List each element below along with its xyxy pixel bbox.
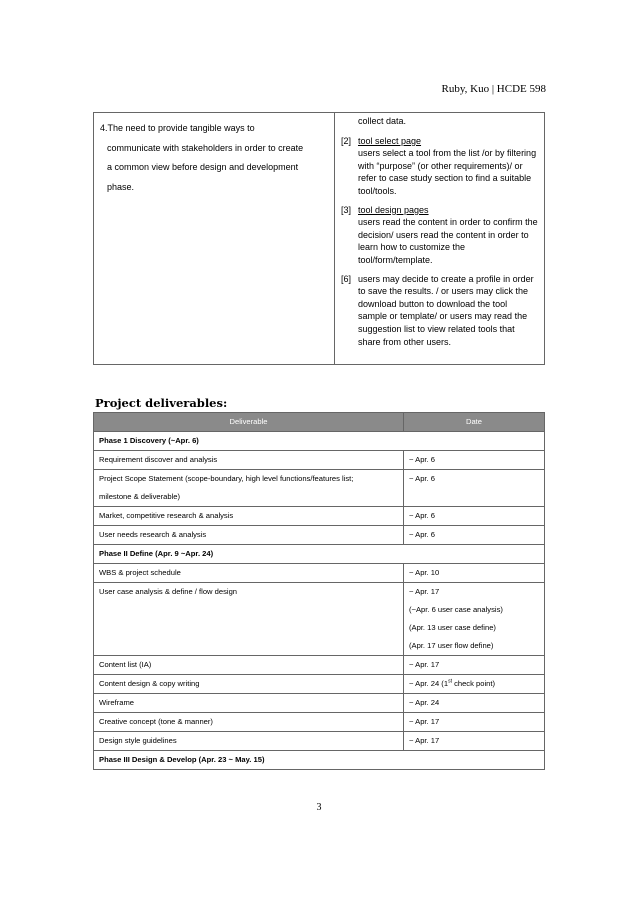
table-row: [94, 470, 545, 507]
deliverable-cell: Content list (IA): [94, 656, 404, 675]
deliverable-cell: Creative concept (tone & manner): [94, 713, 404, 732]
table-row: [94, 507, 545, 526]
scenario-tag: [3]: [341, 204, 352, 215]
scenario-text: users select a tool from the list /or by filtering with “purpose” (or other requirements)/ or refer to case study section to find a suitable tool/tools.: [358, 148, 537, 196]
scenario-item: [341, 204, 538, 267]
scenario-title: tool select page: [358, 135, 422, 146]
requirements-table: [93, 112, 545, 365]
table-row: [94, 675, 545, 694]
deliverable-cell: Wireframe: [94, 694, 404, 713]
scenario-text: users read the content in order to confirm the decision/ users read the content in order to learn how to customize the tool/form/template.: [358, 217, 538, 265]
date-line: (Apr. 13 user case define): [409, 623, 496, 632]
date-cell: ~ Apr. 6: [404, 451, 545, 470]
need-line-1: The need to provide tangible ways to: [107, 123, 255, 133]
deliverable-cell: User needs research & analysis: [94, 526, 404, 545]
page-number: 3: [316, 802, 322, 813]
scenario-cell: [335, 113, 545, 365]
date-cell: ~ Apr. 6: [404, 470, 545, 507]
scenario-tag: [6]: [341, 273, 352, 284]
phase-row: Phase III Design & Develop (Apr. 23 ~ May. 15): [94, 751, 545, 770]
date-line: ~ Apr. 17: [409, 587, 440, 596]
table-row: [94, 694, 545, 713]
date-cell: ~ Apr. 6: [404, 507, 545, 526]
phase-row: Phase II Define (Apr. 9 ~Apr. 24): [94, 545, 545, 564]
date-cell: ~ Apr. 6: [404, 526, 545, 545]
date-cell: ~ Apr. 24: [404, 694, 545, 713]
date-cell: ~ Apr. 10: [404, 564, 545, 583]
column-header-deliverable: Deliverable: [94, 413, 404, 432]
scenario-item: [341, 273, 538, 349]
column-header-date: Date: [404, 413, 545, 432]
deliverable-cell: Market, competitive research & analysis: [94, 507, 404, 526]
deliverable-cell: User case analysis & define / flow design: [94, 583, 404, 656]
date-cell: ~ Apr. 17: [404, 713, 545, 732]
deliverable-cell: Requirement discover and analysis: [94, 451, 404, 470]
date-cell: [404, 675, 545, 694]
continued-text: collect data.: [358, 116, 407, 126]
date-cell: [404, 583, 545, 656]
need-line-2: communicate with stakeholders in order to create: [107, 142, 304, 153]
date-line: (Apr. 17 user flow define): [409, 641, 494, 650]
deliverable-cell: [94, 470, 404, 507]
need-line-4: phase.: [107, 181, 135, 192]
section-title: Project deliverables:: [95, 396, 228, 410]
ordinal-suffix: st: [448, 678, 452, 685]
deliverable-line: Project Scope Statement (scope-boundary, high level functions/features list;: [99, 474, 354, 483]
table-row: [94, 656, 545, 675]
deliverable-cell: WBS & project schedule: [94, 564, 404, 583]
date-cell: ~ Apr. 17: [404, 732, 545, 751]
date-text: ~ Apr. 24 (1: [409, 679, 449, 688]
scenario-text: users may decide to create a profile in order to save the results. / or users may click the download button to download the tool sample or template/ or users may read the suggestion list to view related tools that share from other users.: [358, 273, 534, 347]
scenario-title: tool design pages: [358, 204, 429, 215]
need-cell: [94, 113, 335, 365]
table-row: [94, 583, 545, 656]
deliverable-line: milestone & deliverable): [99, 492, 181, 501]
scenario-tag: [2]: [341, 135, 352, 146]
deliverables-table: [93, 412, 545, 770]
scenario-item: [341, 135, 538, 198]
deliverable-cell: Content design & copy writing: [94, 675, 404, 694]
table-row: [94, 564, 545, 583]
table-row: [94, 713, 545, 732]
table-row: [94, 451, 545, 470]
need-number: 4.: [100, 123, 108, 133]
date-text: check point): [451, 679, 496, 688]
table-row: [94, 732, 545, 751]
date-cell: ~ Apr. 17: [404, 656, 545, 675]
deliverable-cell: Design style guidelines: [94, 732, 404, 751]
date-line: (~Apr. 6 user case analysis): [409, 605, 503, 614]
need-line-3: a common view before design and development: [107, 162, 299, 172]
table-row: [94, 526, 545, 545]
phase-row: Phase 1 Discovery (~Apr. 6): [94, 432, 545, 451]
page-header: Ruby, Kuo | HCDE 598: [441, 83, 546, 95]
